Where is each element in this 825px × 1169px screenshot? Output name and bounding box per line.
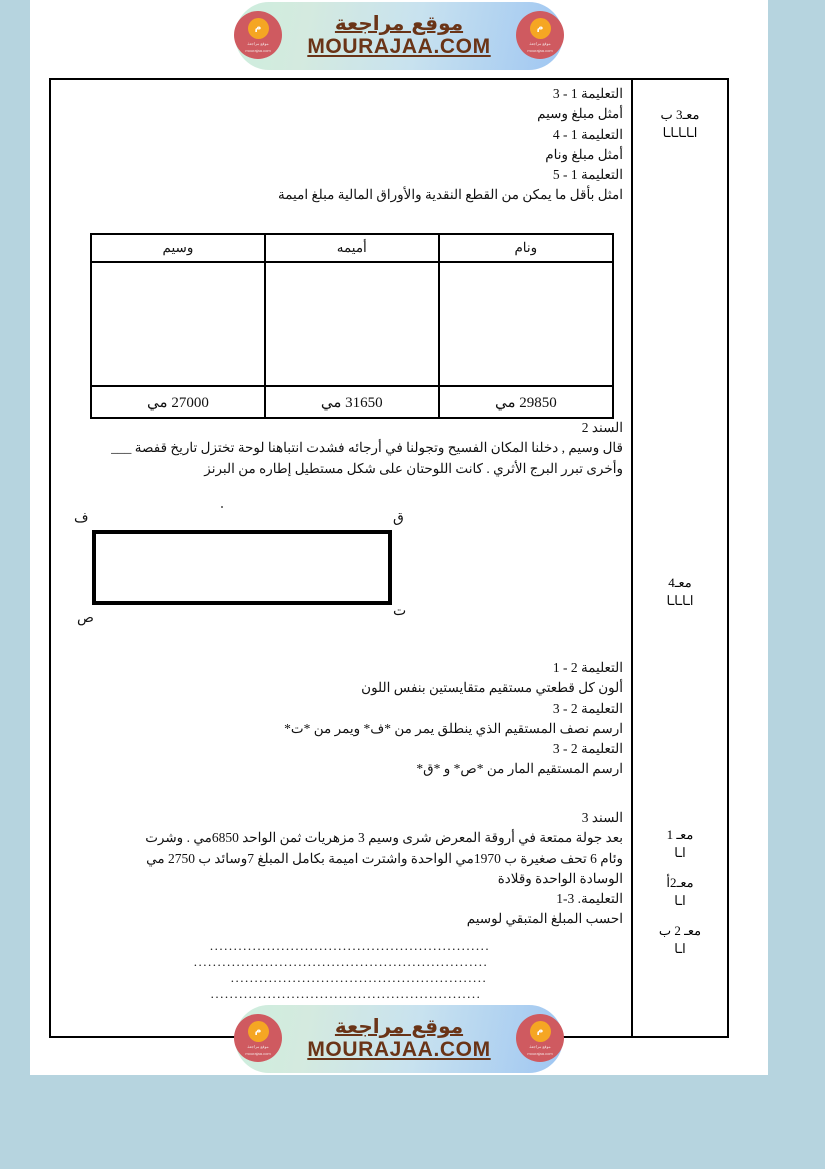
mark-ticks: اـاـاـاـا <box>662 124 698 140</box>
answer-line[interactable]: .............................................................. <box>193 954 489 969</box>
logo-caption-ar-top-right: موقع مراجعة <box>529 40 551 46</box>
instruction-1-4-title: التعليمة 1 - 4 <box>552 126 623 142</box>
section3-paragraph-line1: بعد جولة ممتعة في أروقة المعرض شرى وسيم 3 مزهريات ثمن الواحد 6850مي . وشرت <box>145 830 623 846</box>
mark-badge-2 <box>633 574 727 609</box>
mark-label: معـ3 ب <box>660 107 700 122</box>
answer-lines[interactable] <box>59 938 623 1002</box>
instruction-1-5-title: التعليمة 1 - 5 <box>552 167 623 182</box>
banner-english-title-bottom[interactable]: MOURAJAA.COM <box>307 1038 491 1062</box>
logo-icon: م <box>530 1021 551 1042</box>
logo-icon: م <box>530 18 551 39</box>
section3-text <box>59 808 623 930</box>
vertex-label-top-right: ق <box>393 511 404 526</box>
marks-column <box>631 80 727 1036</box>
mark-label: معـ2أ <box>666 875 694 890</box>
banner-arabic-title-top: موقع مراجعة <box>334 11 464 36</box>
mark-badge-1 <box>633 106 727 141</box>
logo-caption-ar-top-left: موقع مراجعة <box>247 40 269 46</box>
table-blank-cell[interactable] <box>91 262 265 386</box>
answer-line[interactable]: ...................................................... <box>230 970 488 985</box>
section2-paragraph-line2: وأخرى تبرر البرج الأثري . كانت اللوحتان على شكل مستطيل إطاره من البرنز <box>204 460 623 476</box>
section2-instructions <box>59 658 623 780</box>
table-header-cell: أميمه <box>265 234 439 262</box>
table-value-cell: 27000 مي <box>91 386 265 418</box>
table-blank-cell[interactable] <box>439 262 613 386</box>
section3-paragraph-line2: وئام 6 تحف صغيرة ب 1970مي الواحدة واشترت اميمة بكامل المبلغ 7وسائد ب 2750 مي <box>146 850 623 866</box>
instruction-2-1-title: التعليمة 2 - 1 <box>552 660 623 675</box>
vertex-label-top-left: ف <box>74 511 89 526</box>
banner-title-bottom <box>307 1016 490 1061</box>
table-value-cell: 31650 مي <box>265 386 439 418</box>
logo-icon: م <box>248 18 269 39</box>
top-banner <box>30 0 768 72</box>
logo-caption-ar-bottom-left: موقع مراجعة <box>247 1043 269 1049</box>
vertex-label-bottom-left: ص <box>77 611 94 626</box>
section3-paragraph-line3: الوسادة الواحدة وقلادة <box>497 870 623 886</box>
logo-caption-en-top-left: mourajaa.com <box>245 47 271 53</box>
answer-line[interactable]: ........................................................... <box>209 938 491 953</box>
instruction-1-4-body: أمثل مبلغ ونام <box>545 146 623 162</box>
brand-logo-left-bottom <box>234 1014 282 1062</box>
table-header-cell: ونام <box>439 234 613 262</box>
paper-sheet <box>30 0 768 1075</box>
banner-english-title-top[interactable]: MOURAJAA.COM <box>307 35 491 59</box>
table-blank-row[interactable] <box>91 262 613 386</box>
mark-label: معـ4 <box>668 575 692 590</box>
mark-label: معـ 1 <box>666 827 694 842</box>
table-blank-cell[interactable] <box>265 262 439 386</box>
table-value-cell: 29850 مي <box>439 386 613 418</box>
mark-ticks: اـا <box>674 940 686 956</box>
banner-arabic-title-bottom: موقع مراجعة <box>334 1014 464 1039</box>
answer-line[interactable]: ......................................................... <box>210 986 482 1001</box>
section2-paragraph-line1: قال وسيم , دخلنا المكان الفسيح وتجولنا في أرجائه فشدت انتباهنا لوحة تختزل تاريخ قفصة ___ <box>111 440 623 456</box>
rectangle-figure <box>59 498 623 643</box>
mark-badge-3 <box>633 826 727 861</box>
mark-ticks: اـا <box>674 892 686 908</box>
rectangle-shape[interactable] <box>92 530 392 605</box>
instruction-3-1-title: التعليمة. 3-1 <box>556 891 623 906</box>
instruction-2-3a-title: التعليمة 2 - 3 <box>552 700 623 716</box>
instruction-2-3b-title: التعليمة 2 - 3 <box>552 741 623 756</box>
logo-caption-ar-bottom-right: موقع مراجعة <box>529 1043 551 1049</box>
instruction-1-3-body: أمثل مبلغ وسيم <box>537 106 623 122</box>
instruction-2-1-body: ألون كل قطعتي مستقيم متقايستين بنفس اللون <box>361 680 623 696</box>
mark-badge-5 <box>633 922 727 957</box>
logo-caption-en-bottom-left: mourajaa.com <box>245 1050 271 1056</box>
amounts-table <box>90 233 614 419</box>
section2-heading: السند 2 <box>581 420 623 435</box>
stray-dot <box>221 506 223 508</box>
table-header-cell: وسيم <box>91 234 265 262</box>
brand-logo-right-bottom <box>516 1014 564 1062</box>
brand-logo-right-top <box>516 11 564 59</box>
worksheet-body <box>51 80 631 1039</box>
mark-label: معـ 2 ب <box>658 923 702 938</box>
banner-title-top <box>307 13 490 58</box>
table-header-row <box>91 234 613 262</box>
worksheet-frame <box>49 78 729 1038</box>
table-value-row <box>91 386 613 418</box>
bottom-banner <box>30 1003 768 1075</box>
section3-heading: السند 3 <box>581 810 623 825</box>
mark-badge-4 <box>633 874 727 909</box>
instruction-1-5-body: امثل بأقل ما يمكن من القطع النقدية والأوراق المالية مبلغ اميمة <box>277 187 623 203</box>
instruction-3-1-body: احسب المبلغ المتبقي لوسيم <box>466 911 623 927</box>
logo-caption-en-top-right: mourajaa.com <box>527 47 553 53</box>
section1-instructions <box>59 84 623 206</box>
instruction-1-3-title: التعليمة 1 - 3 <box>552 86 623 101</box>
mark-ticks: اـا <box>674 844 686 860</box>
section2-text <box>59 418 623 479</box>
mark-ticks: اـاـاـا <box>666 592 694 608</box>
instruction-2-3a-body: ارسم نصف المستقيم الذي ينطلق يمر من *ف* ويمر من *ت* <box>284 720 623 736</box>
brand-logo-left-top <box>234 11 282 59</box>
instruction-2-3b-body: ارسم المستقيم المار من *ص* و *ق* <box>416 761 623 777</box>
logo-caption-en-bottom-right: mourajaa.com <box>527 1050 553 1056</box>
logo-icon: م <box>248 1021 269 1042</box>
vertex-label-bottom-right: ت <box>393 604 407 619</box>
